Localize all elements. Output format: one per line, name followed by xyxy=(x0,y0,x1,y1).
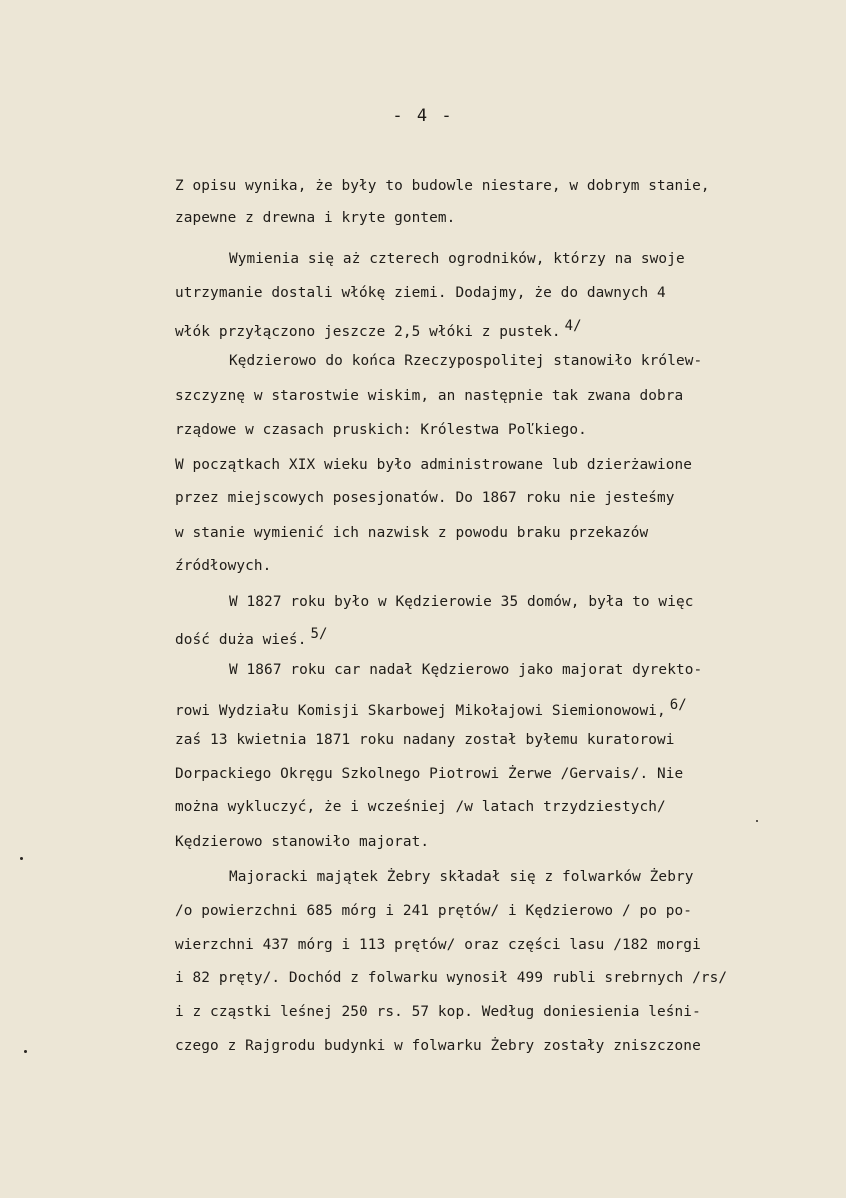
footnote-ref: 6/ xyxy=(669,697,687,713)
text-line: Majoracki majątek Żebry składał się z folwarków Żebry xyxy=(229,869,694,885)
text-line: Wymienia się aż czterech ogrodników, którzy na swoje xyxy=(229,251,685,267)
text-line: dość duża wieś. 5/ xyxy=(175,626,328,648)
text-line: w stanie wymienić ich nazwisk z powodu braku przekazów xyxy=(175,525,649,541)
text-line: utrzymanie dostali włókę ziemi. Dodajmy, że do dawnych 4 xyxy=(175,285,666,301)
text-line: W początkach XIX wieku było administrowane lub dzierżawione xyxy=(175,457,693,473)
text-line: Kędzierowo stanowiło majorat. xyxy=(175,834,430,850)
text-line: rowi Wydziału Komisji Skarbowej Mikołajowi Siemionowowi, 6/ xyxy=(175,697,687,719)
text-line: wierzchni 437 mórg i 113 prętów/ oraz części lasu /182 morgi xyxy=(175,937,701,953)
text-line: źródłowych. xyxy=(175,558,272,574)
text-line: zapewne z drewna i kryte gontem. xyxy=(175,210,456,226)
text-line: czego z Rajgrodu budynki w folwarku Żebry zostały zniszczone xyxy=(175,1038,701,1054)
footnote-ref: 5/ xyxy=(310,626,328,642)
margin-mark xyxy=(20,857,23,860)
text-line: i z cząstki leśnej 250 rs. 57 kop. Według doniesienia leśni- xyxy=(175,1004,701,1020)
text-line: W 1867 roku car nadał Kędzierowo jako majorat dyrekto- xyxy=(229,662,703,678)
footnote-ref: 4/ xyxy=(564,318,582,334)
ink-speck xyxy=(756,820,758,822)
text-line: można wykluczyć, że i wcześniej /w latach trzydziestych/ xyxy=(175,799,666,815)
margin-mark xyxy=(24,1050,27,1053)
text-line: /o powierzchni 685 mórg i 241 prętów/ i Kędzierowo / po po- xyxy=(175,903,693,919)
text-line: szczyznę w starostwie wiskim, an następnie tak zwana dobra xyxy=(175,388,684,404)
text-line: włók przyłączono jeszcze 2,5 włóki z pustek. 4/ xyxy=(175,318,582,340)
text-line: Kędzierowo do końca Rzeczypospolitej stanowiło królew- xyxy=(229,353,703,369)
text-line: przez miejscowych posesjonatów. Do 1867 roku nie jesteśmy xyxy=(175,490,675,506)
text-line: W 1827 roku było w Kędzierowie 35 domów, była to więc xyxy=(229,594,694,610)
text-line: Z opisu wynika, że były to budowle niestare, w dobrym stanie, xyxy=(175,178,710,194)
text-line: Dorpackiego Okręgu Szkolnego Piotrowi Żerwe /Gervais/. Nie xyxy=(175,766,684,782)
text-line: zaś 13 kwietnia 1871 roku nadany został byłemu kuratorowi xyxy=(175,732,675,748)
text-line: rządowe w czasach pruskich: Królestwa Poľkiego. xyxy=(175,422,587,438)
text-line: i 82 pręty/. Dochód z folwarku wynosił 499 rubli srebrnych /rs/ xyxy=(175,970,728,986)
page-number: - 4 - xyxy=(392,106,454,126)
